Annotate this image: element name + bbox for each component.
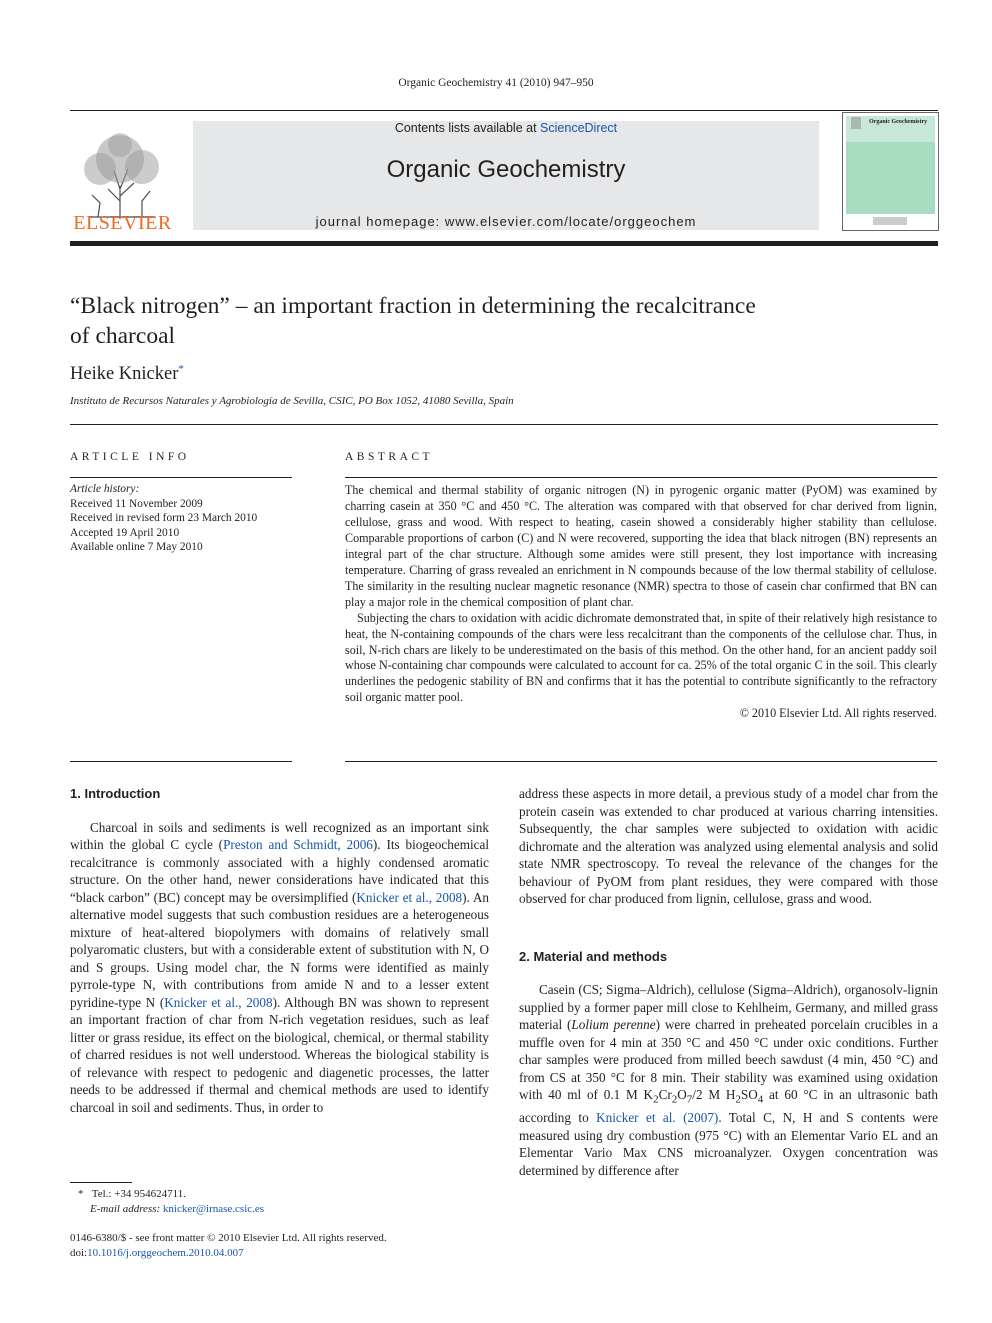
- article-info-rule: [70, 477, 292, 478]
- abstract-copyright: © 2010 Elsevier Ltd. All rights reserved.: [739, 706, 937, 721]
- elsevier-wordmark: ELSEVIER: [73, 212, 172, 234]
- intro-text: ). Although BN was shown to represent an important fraction of char from N-rich vegetation residues, such as leaf litter or grass residue, its effect on the biological, chemical, or thermal stability of charred residues is not well understood. Whereas the biological stability is of relevance with respect to pedogenic and diagenetic processes, the latter needs to be addressed if thermal and chemical methods are used to identify charcoal in soil and sediments. Thus, in order to: [70, 994, 489, 1115]
- title-rule: [70, 424, 938, 425]
- journal-citation: Organic Geochemistry 41 (2010) 947–950: [398, 77, 594, 89]
- abstract-paragraph-2: Subjecting the chars to oxidation with acidic dichromate demonstrated that, in spite of their relatively high resistance to heat, the N-containing compounds of the chars were less recalcitrant than the components of the cellulose char. Thus, in soil, N-rich chars are likely to be underestimated on the basis of this method. On the other hand, for an ancient paddy soil whose N-containing char compounds were calculated to account for ca. 25% of the total organic C in the soil. This clearly underlines the pedogenic stability of BN and confirms that it has the potential to contribute significantly to the refractory soil organic matter pool.: [345, 610, 937, 705]
- methods-text: Casein (CS; Sigma–Aldrich), cellulose (Sigma–Aldrich), organosolv-lignin supplied by a former paper mill close to Kehlheim, Germany, and milled grass material (: [519, 982, 938, 1032]
- author-name: Heike Knicker: [70, 364, 179, 385]
- doi-link[interactable]: 10.1016/j.orggeochem.2010.04.007: [87, 1246, 244, 1259]
- journal-title: Organic Geochemistry: [386, 156, 626, 183]
- citation-link[interactable]: Knicker et al. (2007): [596, 1110, 719, 1126]
- author-footnote: [78, 1187, 264, 1216]
- left-column: [70, 785, 489, 1116]
- article-info-heading: ARTICLE INFO: [70, 451, 190, 463]
- history-label: Article history:: [70, 483, 140, 495]
- sciencedirect-link[interactable]: ScienceDirect: [540, 121, 618, 135]
- methods-paragraph: Casein (CS; Sigma–Aldrich), cellulose (Sigma–Aldrich), organosolv-lignin supplied by a former paper mill close to Kehlheim, Germany, and milled grass material (Lolium perenne) were charred in preheated porcelain crucibles in a muffle oven for 4 min at 350 °C and 450 °C under oxic conditions. Further char samples were produced from milled beech sawdust (4 min, 450 °C) and from CS at 350 °C for 8 min. Their stability was examined using oxidation with 40 ml of 0.1 M $K_2Cr_2O_7/2$ M $H_2SO_4$ at 60 °C in an ultrasonic bath according to Knicker et al. (2007). Total C, N, H and S contents were measured using dry combustion (975 °C) with an Elementar Vario EL and an Elementar Vario Max CNS microanalyzer. Oxygen concentration was determined by difference after: [519, 982, 939, 1178]
- footnote-mark: *: [78, 1188, 84, 1200]
- article-title-line-1: “Black nitrogen” – an important fraction in determining the recalcitrance: [70, 293, 756, 319]
- species-name: Lolium perenne: [571, 1017, 656, 1032]
- citation-link[interactable]: Knicker et al., 2008: [164, 994, 273, 1010]
- intro-text: ). Its biogeochemical recalcitrance is commonly associated with a highly condensed aromatic structure. On the other hand, newer considerations have indicated that this “black carbon” (BC) concept may be oversimplified (: [70, 837, 489, 905]
- author-line: [70, 363, 184, 385]
- abstract-bottom-rule: [345, 761, 937, 762]
- intro-text: ). An alternative model suggests that such combustion residues are a heterogeneous mixture of heat-altered biopolymers with domains of relatively small polyaromatic clusters, but with a considerable extent of substitution with N, O and S groups. Using model char, the N forms were identified as mainly pyrrole-type N, with contributions from amide N and to a lesser extent pyridine-type N (: [70, 889, 490, 1010]
- article-info-bottom-rule: [70, 761, 292, 762]
- issn-line: 0146-6380/$ - see front matter © 2010 Elsevier Ltd. All rights reserved.: [70, 1232, 387, 1244]
- citation-link[interactable]: Preston and Schmidt, 2006: [223, 837, 373, 852]
- cover-title: Organic Geochemistry: [869, 119, 928, 125]
- header-rule-thick: [70, 241, 938, 246]
- methods-text: . Total C, N, H and S contents were measured using dry combustion (975 °C) with an Elementar Vario EL and an Elementar Vario Max CNS microanalyzer. Oxygen concentration was determined by difference after: [519, 1110, 938, 1178]
- bottom-info: [70, 1231, 387, 1260]
- doi-label: doi:: [70, 1246, 88, 1259]
- article-title-line-2: of charcoal: [70, 323, 176, 349]
- abstract-body: [345, 483, 937, 722]
- email-link[interactable]: knicker@irnase.csic.es: [162, 1202, 265, 1215]
- email-label: E-mail address:: [90, 1202, 161, 1215]
- history-item: Accepted 19 April 2010: [70, 526, 180, 539]
- contents-prefix: Contents lists available at: [394, 121, 537, 135]
- abstract-paragraph-1: The chemical and thermal stability of organic nitrogen (N) in pyrogenic organic matter (PyOM) was examined by charring casein at 350 °C and 450 °C. The alteration was compared with that observed for char derived from lignin, cellulose, grass and wood. With respect to heating, casein showed a considerably higher stability than cellulose. Comparable proportions of carbon (C) and N were recovered, supporting the idea that black nitrogen (BN) represents an integral part of the char structure. Although some amides were still present, they lost importance with increasing temperature. Charring of grass revealed an enrichment in N compounds because of the low thermal stability of cellulose. The similarity in the resulting nuclear magnetic resonance (NMR) spectra to those of casein char confirmed that BN can play a major role in the chemical composition of plant char.: [345, 483, 937, 609]
- footnote-rule: [70, 1182, 132, 1183]
- footnote-tel: Tel.: +34 954624711.: [91, 1188, 186, 1200]
- affiliation: Instituto de Recursos Naturales y Agrobiología de Sevilla, CSIC, PO Box 1052, 41080 Sevilla, Spain: [70, 395, 514, 407]
- right-column: [519, 785, 938, 1179]
- author-footnote-mark[interactable]: *: [178, 363, 184, 375]
- introduction-heading: 1. Introduction: [70, 786, 161, 801]
- citation-link[interactable]: Knicker et al., 2008: [356, 889, 463, 905]
- abstract-rule: [345, 477, 937, 478]
- history-item: Available online 7 May 2010: [70, 541, 203, 553]
- journal-cover-thumbnail: [842, 112, 939, 231]
- methods-text: ) were charred in preheated porcelain crucibles in a muffle oven for 4 min at 350 °C and 450 °C under oxic conditions. Further char samples were produced from milled beech sawdust (4 min, 450 °C) and from CS at 350 °C for 8 min. Their stability was examined using oxidation with 40 ml of 0.1 M K: [519, 1017, 939, 1102]
- history-item: Received in revised form 23 March 2010: [70, 512, 258, 524]
- header-rule-top: [70, 110, 938, 111]
- introduction-continuation: address these aspects in more detail, a previous study of a model char from the protein casein was extended to char produced at various charring intensities. Subsequently, the char samples were subjected to oxidation with acidic dichromate and the alteration was analyzed using elemental analysis and solid state NMR spectroscopy. To reveal the relevance of the changes for the behaviour of PyOM from plant residues, they were compared with those observed for char produced from lignin, cellulose, grass and wood.: [519, 786, 938, 906]
- history-item: Received 11 November 2009: [70, 497, 203, 510]
- intro-text: Charcoal in soils and sediments is well recognized as an important sink within the global C cycle (: [70, 819, 489, 852]
- contents-line: [193, 121, 819, 135]
- abstract-heading: ABSTRACT: [345, 451, 434, 463]
- methods-text: at 60 °C in an ultrasonic bath according to: [519, 1087, 939, 1126]
- introduction-paragraph: [70, 819, 489, 1117]
- journal-homepage[interactable]: journal homepage: www.elsevier.com/locate/orggeochem: [315, 214, 697, 229]
- methods-heading: 2. Material and methods: [519, 948, 668, 964]
- article-history: [70, 482, 257, 555]
- article-title: [70, 291, 930, 351]
